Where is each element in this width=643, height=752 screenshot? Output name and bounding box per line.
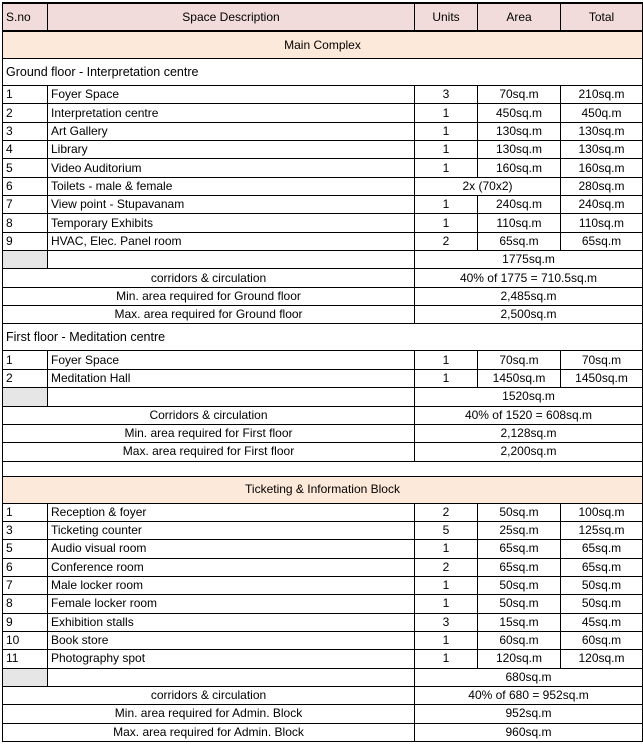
area-cell: 15sq.m	[478, 613, 561, 631]
total-cell: 160sq.m	[561, 159, 643, 177]
table-row	[3, 122, 643, 140]
sum-row	[3, 251, 643, 269]
area-cell: 1450sq.m	[478, 369, 561, 387]
description-cell: Library	[48, 141, 415, 159]
ticketing-rows	[3, 503, 643, 741]
units-cell: 2	[415, 503, 478, 521]
units-cell: 1	[415, 196, 478, 214]
total-cell: 50sq.m	[561, 595, 643, 613]
summary-value: 40% of 1520 = 608sq.m	[415, 406, 643, 424]
total-cell: 65sq.m	[561, 558, 643, 576]
sum-row	[3, 668, 643, 686]
subsection-title: First floor - Meditation centre	[3, 324, 643, 351]
description-cell: Reception & foyer	[48, 503, 415, 521]
description-cell: Ticketing counter	[48, 521, 415, 539]
total-cell: 70sq.m	[561, 351, 643, 369]
total-cell: 280sq.m	[561, 177, 643, 195]
units-cell: 3	[415, 86, 478, 104]
header-space-description: Space Description	[48, 3, 415, 31]
summary-value: 40% of 1775 = 710.5sq.m	[415, 269, 643, 287]
description-cell: Photography spot	[48, 650, 415, 668]
summary-row	[3, 424, 643, 442]
area-cell: 130sq.m	[478, 122, 561, 140]
sno-cell: 6	[3, 558, 48, 576]
description-cell: Foyer Space	[48, 86, 415, 104]
summary-label: Corridors & circulation	[3, 406, 415, 424]
sno-cell: 2	[3, 369, 48, 387]
units-cell: 1	[415, 595, 478, 613]
total-cell: 50sq.m	[561, 576, 643, 594]
description-cell: Book store	[48, 631, 415, 649]
description-cell: HVAC, Elec. Panel room	[48, 232, 415, 250]
sno-cell: 11	[3, 650, 48, 668]
units-cell: 1	[415, 650, 478, 668]
description-cell: Video Auditorium	[48, 159, 415, 177]
sno-cell: 4	[3, 141, 48, 159]
summary-row	[3, 406, 643, 424]
table-row	[3, 232, 643, 250]
section-main-complex	[3, 31, 643, 59]
first-floor-rows	[3, 351, 643, 461]
total-cell: 1450sq.m	[561, 369, 643, 387]
area-cell: 240sq.m	[478, 196, 561, 214]
sno-cell: 5	[3, 540, 48, 558]
sno-cell: 3	[3, 122, 48, 140]
units-cell: 1	[415, 214, 478, 232]
units-cell: 1	[415, 104, 478, 122]
total-cell: 45sq.m	[561, 613, 643, 631]
space-requirements-table	[2, 2, 643, 742]
section-ticketing	[3, 476, 643, 503]
description-cell: Male locker room	[48, 576, 415, 594]
summary-label: corridors & circulation	[3, 269, 415, 287]
sum-value-cell: 1775sq.m	[415, 251, 643, 269]
description-cell: Female locker room	[48, 595, 415, 613]
table-row	[3, 177, 643, 195]
summary-row	[3, 723, 643, 741]
summary-row	[3, 306, 643, 324]
sno-cell: 1	[3, 86, 48, 104]
sno-cell: 1	[3, 503, 48, 521]
header-sno: S.no	[3, 3, 48, 31]
total-cell: 125sq.m	[561, 521, 643, 539]
summary-row	[3, 705, 643, 723]
total-cell: 65sq.m	[561, 232, 643, 250]
table-row	[3, 141, 643, 159]
summary-value: 960sq.m	[415, 723, 643, 741]
summary-label: Min. area required for First floor	[3, 424, 415, 442]
sno-cell: 9	[3, 232, 48, 250]
area-cell: 60sq.m	[478, 631, 561, 649]
area-cell: 70sq.m	[478, 86, 561, 104]
sno-cell: 6	[3, 177, 48, 195]
table-row	[3, 631, 643, 649]
sum-blank-cell	[48, 251, 415, 269]
summary-label: Max. area required for First floor	[3, 443, 415, 461]
units-cell: 2	[415, 558, 478, 576]
total-cell: 130sq.m	[561, 122, 643, 140]
area-cell: 65sq.m	[478, 232, 561, 250]
section-title: Ticketing & Information Block	[3, 476, 643, 503]
total-cell: 65sq.m	[561, 540, 643, 558]
sno-cell: 8	[3, 595, 48, 613]
table-row	[3, 503, 643, 521]
area-cell: 120sq.m	[478, 650, 561, 668]
sum-value-cell: 1520sq.m	[415, 388, 643, 406]
description-cell: Exhibition stalls	[48, 613, 415, 631]
description-cell: View point - Stupavanam	[48, 196, 415, 214]
units-cell: 1	[415, 369, 478, 387]
sno-cell: 5	[3, 159, 48, 177]
summary-value: 2,500sq.m	[415, 306, 643, 324]
summary-row	[3, 443, 643, 461]
units-cell: 1	[415, 540, 478, 558]
description-cell: Toilets - male & female	[48, 177, 415, 195]
area-cell: 50sq.m	[478, 503, 561, 521]
description-cell: Temporary Exhibits	[48, 214, 415, 232]
sum-spacer-cell	[3, 251, 48, 269]
summary-label: corridors & circulation	[3, 686, 415, 704]
header-row	[3, 3, 643, 31]
summary-row	[3, 287, 643, 305]
summary-row	[3, 269, 643, 287]
units-cell: 1	[415, 576, 478, 594]
area-cell: 65sq.m	[478, 540, 561, 558]
total-cell: 210sq.m	[561, 86, 643, 104]
summary-label: Min. area required for Admin. Block	[3, 705, 415, 723]
total-cell: 110sq.m	[561, 214, 643, 232]
area-cell: 50sq.m	[478, 576, 561, 594]
sno-cell: 7	[3, 196, 48, 214]
area-cell: 160sq.m	[478, 159, 561, 177]
table-row	[3, 369, 643, 387]
total-cell: 240sq.m	[561, 196, 643, 214]
sno-cell: 2	[3, 104, 48, 122]
area-cell: 50sq.m	[478, 595, 561, 613]
total-cell: 130sq.m	[561, 141, 643, 159]
ground-floor-rows	[3, 86, 643, 324]
summary-value: 40% of 680 = 952sq.m	[415, 686, 643, 704]
total-cell: 120sq.m	[561, 650, 643, 668]
units-cell: 5	[415, 521, 478, 539]
spacer-row	[3, 461, 643, 476]
summary-value: 2,485sq.m	[415, 287, 643, 305]
table-row	[3, 595, 643, 613]
area-cell: 450sq.m	[478, 104, 561, 122]
table-row	[3, 86, 643, 104]
units-cell: 2	[415, 232, 478, 250]
sum-value-cell: 680sq.m	[415, 668, 643, 686]
header-area: Area	[478, 3, 561, 31]
sno-cell: 8	[3, 214, 48, 232]
units-cell: 1	[415, 631, 478, 649]
section-title: Main Complex	[3, 31, 643, 59]
subsection-first-floor	[3, 324, 643, 351]
sno-cell: 10	[3, 631, 48, 649]
description-cell: Audio visual room	[48, 540, 415, 558]
units-cell: 1	[415, 141, 478, 159]
units-cell: 1	[415, 122, 478, 140]
subsection-title: Ground floor - Interpretation centre	[3, 59, 643, 86]
summary-label: Max. area required for Ground floor	[3, 306, 415, 324]
summary-row	[3, 686, 643, 704]
table-row	[3, 540, 643, 558]
table-row	[3, 351, 643, 369]
table-row	[3, 558, 643, 576]
total-cell: 60sq.m	[561, 631, 643, 649]
description-cell: Foyer Space	[48, 351, 415, 369]
description-cell: Art Gallery	[48, 122, 415, 140]
area-cell: 25sq.m	[478, 521, 561, 539]
description-cell: Meditation Hall	[48, 369, 415, 387]
summary-value: 2,128sq.m	[415, 424, 643, 442]
summary-label: Max. area required for Admin. Block	[3, 723, 415, 741]
area-cell: 130sq.m	[478, 141, 561, 159]
sno-cell: 9	[3, 613, 48, 631]
units-cell: 1	[415, 159, 478, 177]
area-cell: 65sq.m	[478, 558, 561, 576]
description-cell: Interpretation centre	[48, 104, 415, 122]
units-cell: 3	[415, 613, 478, 631]
summary-value: 2,200sq.m	[415, 443, 643, 461]
units-area-cell: 2x (70x2)	[415, 177, 561, 195]
description-cell: Conference room	[48, 558, 415, 576]
summary-label: Min. area required for Ground floor	[3, 287, 415, 305]
table-row	[3, 521, 643, 539]
total-cell: 100sq.m	[561, 503, 643, 521]
sno-cell: 7	[3, 576, 48, 594]
header-units: Units	[415, 3, 478, 31]
table-row	[3, 104, 643, 122]
area-cell: 110sq.m	[478, 214, 561, 232]
total-cell: 450q.m	[561, 104, 643, 122]
sum-spacer-cell	[3, 668, 48, 686]
area-cell: 70sq.m	[478, 351, 561, 369]
header-total: Total	[561, 3, 643, 31]
sno-cell: 1	[3, 351, 48, 369]
table-row	[3, 650, 643, 668]
table-row	[3, 196, 643, 214]
sum-row	[3, 388, 643, 406]
sum-spacer-cell	[3, 388, 48, 406]
table-row	[3, 576, 643, 594]
table-row	[3, 159, 643, 177]
sum-blank-cell	[48, 668, 415, 686]
summary-value: 952sq.m	[415, 705, 643, 723]
sno-cell: 3	[3, 521, 48, 539]
units-cell: 1	[415, 351, 478, 369]
sum-blank-cell	[48, 388, 415, 406]
table-row	[3, 214, 643, 232]
subsection-ground-floor	[3, 59, 643, 86]
table-row	[3, 613, 643, 631]
